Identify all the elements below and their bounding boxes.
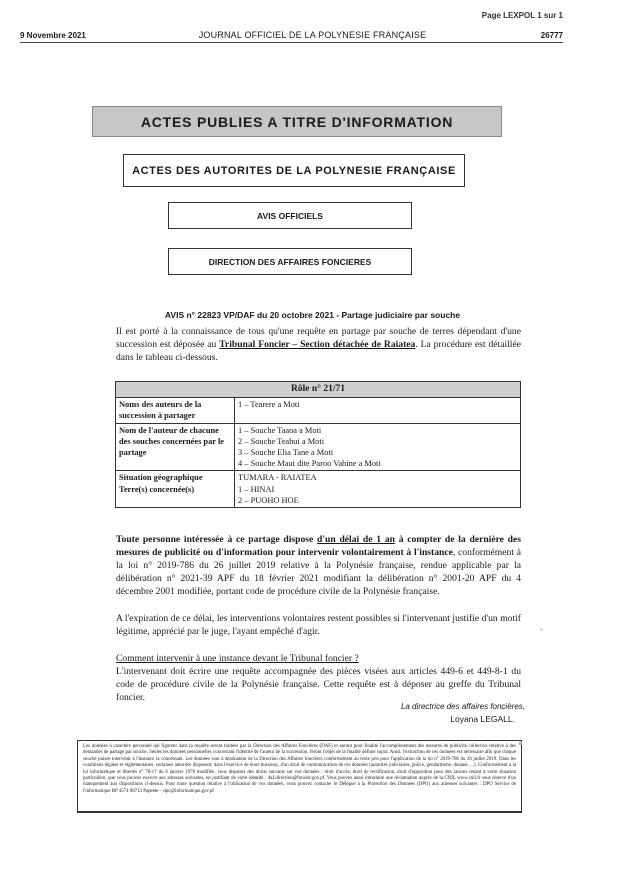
intro-part1: Il est porté à la connaissance de tous qu'une requête en partage par souche de terres dépendant d'une succession est déposée au bbox=[116, 326, 521, 350]
row-value: 1 – Tearere a Moti bbox=[238, 400, 300, 410]
header-journal-title: JOURNAL OFFICIEL DE LA POLYNESIE FRANÇAISE bbox=[198, 30, 427, 40]
row-value: 3 – Souche Elia Tane a Moti bbox=[238, 448, 334, 458]
row-value: 2 – Souche Teahui a Moti bbox=[238, 436, 325, 446]
delai-bold-1: Toute personne intéressée à ce partage dispose bbox=[116, 534, 318, 545]
delai-rest: , conformément à la loi n° 2019-786 du 26 juillet 2019 relative à la Polynésie française, rendue applicable par la délibération n° 2021-39 APF du 18 février 2021 modifiant la délibération n° 2001-20 APF du 4 décembre 2001 modifiée, portant code de procédure civile de la Polynésie française. bbox=[116, 547, 521, 597]
avis-officiels-label: AVIS OFFICIELS bbox=[257, 210, 323, 221]
avis-title: AVIS n° 22823 VP/DAF du 20 octobre 2021 - Partage judiciaire par souche bbox=[164, 310, 461, 320]
delai-duration: d'un délai de 1 an bbox=[317, 534, 395, 545]
avis-officiels-box bbox=[168, 202, 412, 229]
tribunal-name: Tribunal Foncier – Section détachée de Raiatea bbox=[219, 339, 416, 350]
banner-label: ACTES PUBLIES A TITRE D'INFORMATION bbox=[140, 113, 454, 130]
table-header-row bbox=[116, 382, 521, 398]
section-autorites-box bbox=[123, 154, 465, 187]
section-label: ACTES DES AUTORITES DE LA POLYNESIE FRANÇAISE bbox=[132, 164, 456, 177]
comment-title: Comment intervenir à une instance devant le Tribunal foncier ? bbox=[116, 653, 359, 664]
intro-paragraph bbox=[116, 325, 521, 364]
row-label: Situation géographique Terre(s) concernée(s) bbox=[116, 471, 235, 508]
header-date: 9 Novembre 2021 bbox=[20, 31, 86, 40]
row-values bbox=[235, 471, 521, 508]
role-table bbox=[115, 381, 521, 508]
scan-speck bbox=[519, 742, 522, 745]
comment-section bbox=[116, 652, 521, 704]
table-row bbox=[116, 423, 521, 471]
row-value: 2 – PUOHO HOE bbox=[238, 495, 299, 505]
direction-box bbox=[168, 248, 412, 275]
intro-part2: . La procédure est détaillée dans le tableau ci-dessous. bbox=[116, 339, 521, 363]
row-label: Nom de l'auteur de chacune des souches concernées par le partage bbox=[116, 423, 235, 471]
rgpd-notice-text: Les données à caractère personnel qui figurent dans la requête seront traitées par la Direction des Affaires Foncières (DAF) et auront pour finalité l'accomplissement des mesures de publicité collective relative à des demandes de partage par souche. Seules les données personnelles concernant l'identité de l'auteur de la succession, feront l'objet de la finalité définie supra. Ainsi, l'extraction de ces données est nécessaire afin que chaque souche puisse intervenir à l'instance la concernant. Les données sont à destination de la Direction des Affaires foncières conformément au texte pris pour l'application de la loi n° 2019-786 du 26 juillet 2019. Dans les conditions légales et réglementaires, certaines autorités disposent, dans l'exercice de leurs missions, d'un droit de communication de ces données (autorités judiciaires, police, gendarmerie, douane, ...). Conformément à la loi informatique et libertés n° 78-17 du 6 janvier 1978 modifiée, vous disposez des droits suivants sur vos données : droit d'accès, droit de rectification, droit d'opposition pour des raisons tenant à votre situation particulière, que vous pouvez exercer aux adresses suivantes, en justifiant de votre identité : daf.direction@foncier.gov.pf. Vous pouvez aussi introduire une réclamation auprès de la CNIL www.cnil.fr sous réserve d'un manquement aux dispositions ci-dessus. Pour toute question relative à l'utilisation de vos données, vous pouvez contacter le Délégué à la Protection des Données (DPO) aux adresses suivantes : DPO Service de l'informatique BP 4574 98713 Papeete – dpo@informatique.gov.pf bbox=[83, 744, 516, 794]
delai-paragraph bbox=[116, 533, 521, 598]
signature-title: La directrice des affaires foncières, bbox=[400, 702, 525, 711]
row-value: 1 – HINAI bbox=[238, 484, 275, 494]
row-value: 1 – Souche Taaoa a Moti bbox=[238, 425, 322, 435]
table-row bbox=[116, 471, 521, 508]
banner-actes-publies bbox=[92, 106, 502, 137]
lexpol-page-indicator: Page LEXPOL 1 sur 1 bbox=[481, 11, 563, 20]
row-values bbox=[235, 423, 521, 471]
scan-speck bbox=[540, 628, 543, 631]
header-page-number: 26777 bbox=[540, 31, 563, 40]
header-divider bbox=[20, 42, 563, 43]
rgpd-notice-box bbox=[77, 740, 522, 812]
row-value: TUMARA - RAIATEA bbox=[238, 473, 317, 483]
direction-label: DIRECTION DES AFFAIRES FONCIERES bbox=[208, 256, 372, 267]
comment-text: L'intervenant doit écrire une requête accompagnée des pièces visées aux articles 449-6 et 449-8-1 du code de procédure civile de la Polynésie française. Cette requête est à déposer au greffe du Tribunal foncier. bbox=[116, 666, 521, 703]
signature-name: Loyana LEGALL. bbox=[450, 714, 515, 724]
row-values bbox=[235, 398, 521, 423]
table-header: Rôle n° 21/71 bbox=[116, 382, 521, 398]
row-label: Noms des auteurs de la succession à partager bbox=[116, 398, 235, 423]
delai-bold-2: à compter de la dernière des mesures de publicité ou d'information pour intervenir volontairement à l'instance bbox=[116, 534, 522, 558]
rgpd-divider bbox=[77, 812, 522, 813]
expiration-paragraph: A l'expiration de ce délai, les interventions volontaires restent possibles si l'intervenant justifie d'un motif légitime, apprécié par le juge, l'ayant empêché d'agir. bbox=[116, 613, 521, 637]
row-value: 4 – Souche Maui dite Paroo Vahine a Moti bbox=[238, 459, 381, 469]
table-row bbox=[116, 398, 521, 423]
